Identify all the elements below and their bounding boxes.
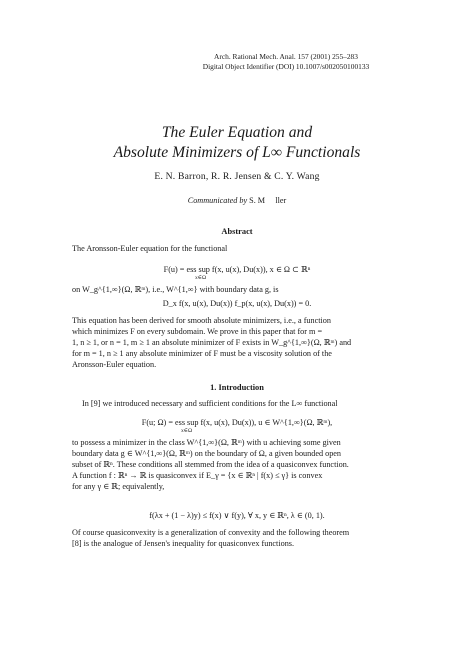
intro-closing	[72, 527, 407, 549]
abstract-on-line: on W_g^{1,∞}(Ω, ℝᵐ), i.e., W^{1,∞} with boundary data g, is	[72, 285, 279, 294]
journal-line: Arch. Rational Mech. Anal. 157 (2001) 255–283	[214, 52, 358, 61]
doi-line: Digital Object Identifier (DOI) 10.1007/s002050100133	[202, 62, 370, 71]
intro-line: boundary data g ∈ W^{1,∞}(Ω, ℝᵐ) on the boundary of Ω, a given bounded open	[72, 449, 342, 458]
introduction-heading: 1. Introduction	[210, 383, 264, 392]
equation-aronsson-euler: D_x f(x, u(x), Du(x)) f_p(x, u(x), Du(x)) = 0.	[162, 299, 312, 308]
equation-functional: F(u) = ess sup f(x, u(x), Du(x)), x ∈ Ω ⊂ ℝⁿ	[163, 265, 311, 274]
intro-line: for any γ ∈ ℝ; equivalently,	[72, 482, 165, 491]
abstract-line: for m = 1, n ≥ 1 any absolute minimizer of F must be a viscosity solution of the	[72, 349, 332, 358]
equation-l-infinity-subscript: x∈Ω	[181, 428, 193, 434]
intro-line: A function f : ℝⁿ → ℝ is quasiconvex if E_γ = {x ∈ ℝⁿ | f(x) ≤ γ} is convex	[72, 471, 323, 480]
abstract-heading: Abstract	[221, 227, 253, 236]
communicator-name: S. M ller	[249, 196, 287, 205]
intro-line: [8] is the analogue of Jensen's inequality for quasiconvex functions.	[72, 539, 295, 548]
communicated-prefix: Communicated by	[187, 196, 248, 205]
abstract-intro: The Aronsson-Euler equation for the functional	[72, 244, 228, 253]
equation-l-infinity-functional: F(u; Ω) = ess sup f(x, u(x), Du(x)), u ∈ W^{1,∞}(Ω, ℝᵐ),	[141, 418, 333, 427]
abstract-body	[72, 315, 407, 370]
abstract-line: This equation has been derived for smooth absolute minimizers, i.e., a function	[72, 316, 331, 325]
intro-line: Of course quasiconvexity is a generalization of convexity and the following theorem	[72, 528, 350, 537]
intro-body	[72, 437, 407, 492]
abstract-line: which minimizes F on every subdomain. We prove in this paper that for m =	[72, 327, 323, 336]
abstract-line: 1, n ≥ 1, or n = 1, m ≥ 1 an absolute minimizer of F exists in W_g^{1,∞}(Ω, ℝᵐ) and	[72, 338, 352, 347]
equation-quasiconvex: f(λx + (1 − λ)y) ≤ f(x) ∨ f(y), ∀ x, y ∈ ℝⁿ, λ ∈ (0, 1).	[149, 511, 325, 520]
title-line-1: The Euler Equation and	[161, 124, 313, 141]
equation-functional-subscript: x∈Ω	[195, 275, 207, 281]
title-line-2: Absolute Minimizers of L∞ Functionals	[113, 144, 361, 161]
abstract-line: Aronsson-Euler equation.	[72, 360, 157, 369]
authors: E. N. Barron, R. R. Jensen & C. Y. Wang	[154, 171, 320, 182]
intro-line: subset of ℝⁿ. These conditions all stemmed from the idea of a quasiconvex function.	[72, 460, 349, 469]
paper-title	[0, 123, 474, 163]
journal-citation	[0, 52, 474, 72]
intro-line-1: In [9] we introduced necessary and sufficient conditions for the L∞ functional	[82, 399, 338, 408]
intro-line: to possess a minimizer in the class W^{1,∞}(Ω, ℝᵐ) with u achieving some given	[72, 438, 341, 447]
communicated-by	[0, 196, 474, 205]
